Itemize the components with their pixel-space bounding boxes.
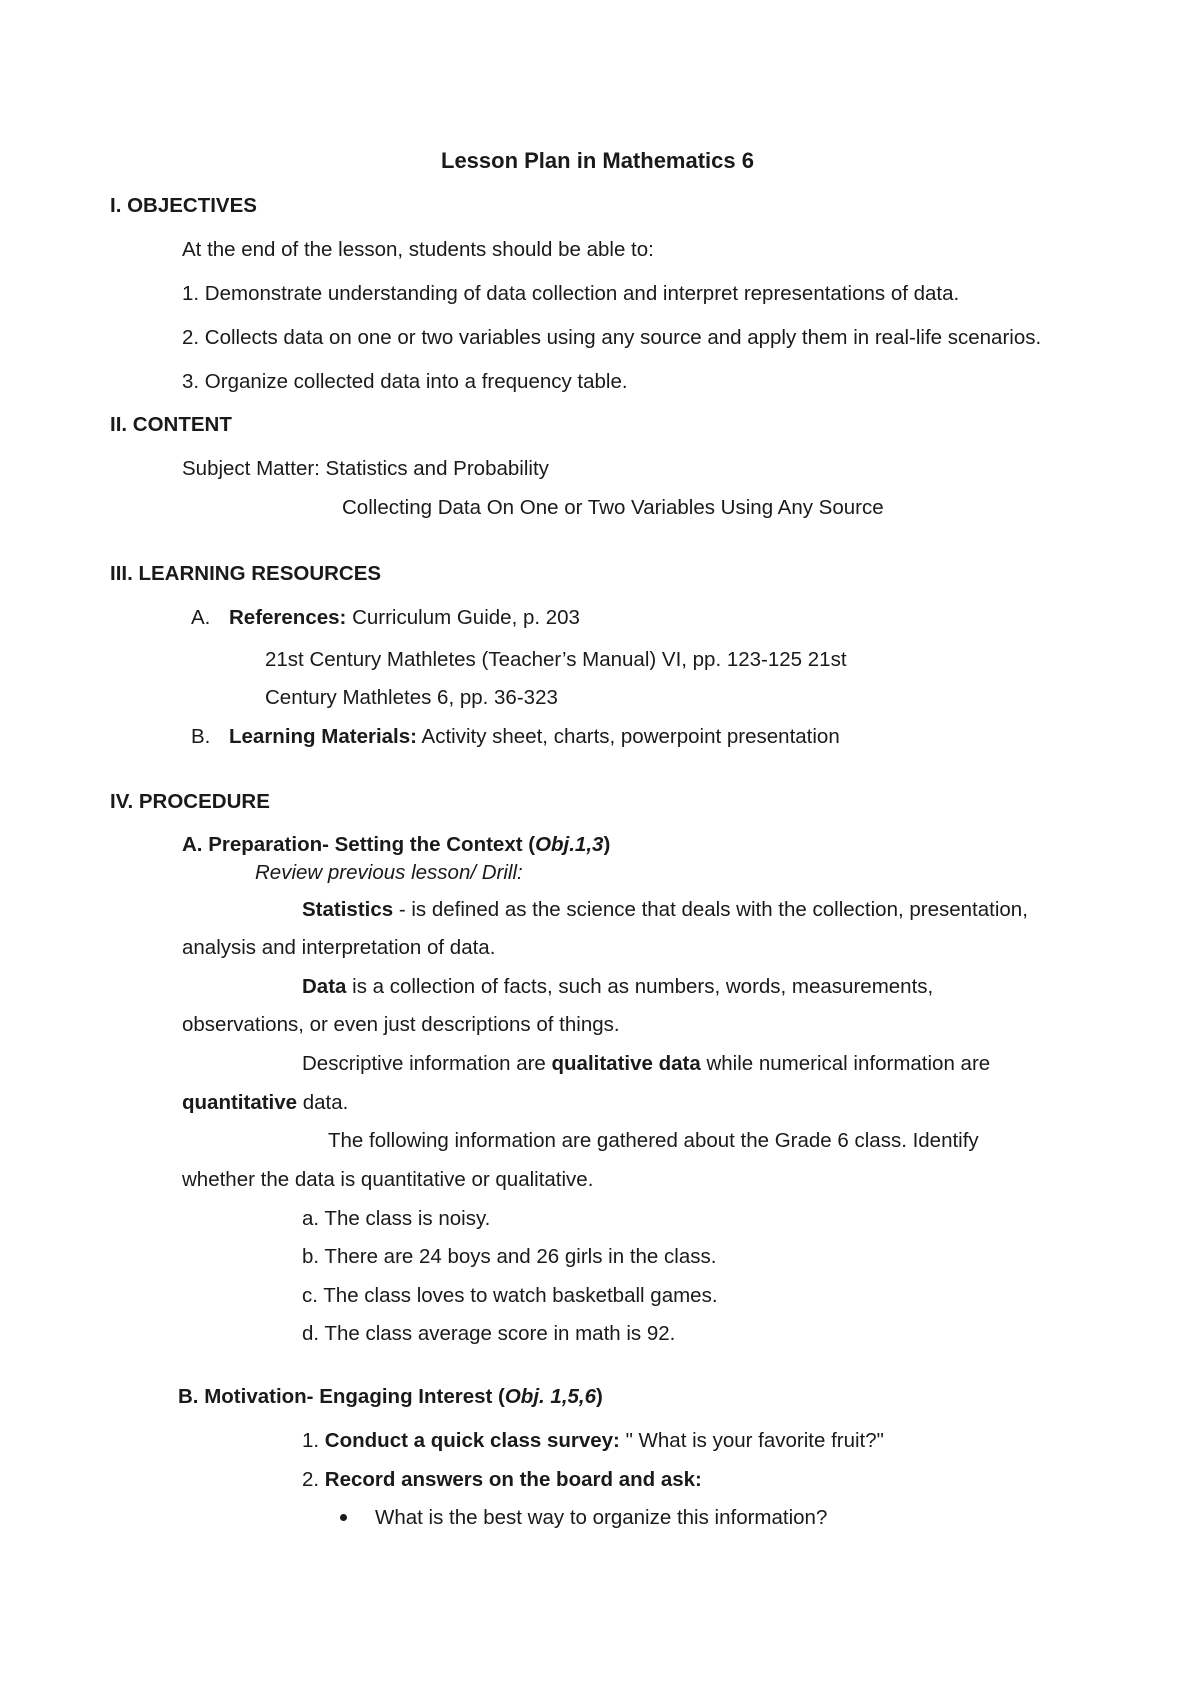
review-label: Review previous lesson/ Drill: [255, 861, 523, 884]
drill-item: c. The class loves to watch basketball games. [302, 1284, 718, 1307]
drill-item: a. The class is noisy. [302, 1207, 491, 1230]
references-label: References: [229, 606, 347, 629]
references-line-3: Century Mathletes 6, pp. 36-323 [265, 686, 558, 709]
motivation-step-1: 1. Conduct a quick class survey: " What is your favorite fruit?" [302, 1429, 884, 1452]
objective-item: 3. Organize collected data into a frequency table. [182, 370, 628, 393]
page-title: Lesson Plan in Mathematics 6 [441, 148, 754, 173]
drill-item: d. The class average score in math is 92. [302, 1322, 676, 1345]
objective-item: 2. Collects data on one or two variables using any source and apply them in real-life scenarios. [182, 326, 1042, 349]
procedure-heading: IV. PROCEDURE [110, 790, 270, 813]
materials-text: Activity sheet, charts, powerpoint presentation [416, 725, 840, 748]
resource-a-marker: A. [191, 606, 211, 629]
objectives-intro: At the end of the lesson, students should be able to: [182, 238, 654, 261]
references-text: Curriculum Guide, p. 203 [346, 606, 580, 629]
motivation-step-2: 2. Record answers on the board and ask: [302, 1468, 702, 1491]
resources-heading: III. LEARNING RESOURCES [110, 562, 382, 585]
quantitative-sentence: quantitative data. [182, 1091, 349, 1114]
motivation-bullet: What is the best way to organize this information? [375, 1506, 828, 1529]
following-info-cont: whether the data is quantitative or qualitative. [182, 1168, 594, 1191]
references-line-2: 21st Century Mathletes (Teacher’s Manual) VI, pp. 123-125 21st [265, 648, 847, 671]
resource-references [229, 608, 580, 629]
statistics-definition: Statistics - is defined as the science that deals with the collection, presentation, [302, 898, 1028, 921]
subject-matter: Subject Matter: Statistics and Probability [182, 457, 549, 480]
following-info: The following information are gathered about the Grade 6 class. Identify [328, 1129, 979, 1152]
content-heading: II. CONTENT [110, 413, 232, 436]
content-topic: Collecting Data On One or Two Variables Using Any Source [342, 496, 884, 519]
materials-label: Learning Materials: [229, 725, 417, 748]
data-definition-cont: observations, or even just descriptions of things. [182, 1013, 620, 1036]
resource-materials [229, 727, 840, 748]
objective-item: 1. Demonstrate understanding of data collection and interpret representations of data. [182, 282, 960, 305]
drill-item: b. There are 24 boys and 26 girls in the class. [302, 1245, 717, 1268]
objectives-heading: I. OBJECTIVES [110, 194, 257, 217]
bullet-icon [340, 1514, 347, 1521]
motivation-heading: B. Motivation- Engaging Interest (Obj. 1,5,6) [178, 1385, 603, 1408]
preparation-heading: A. Preparation- Setting the Context (Obj.1,3) [182, 833, 611, 856]
resource-b-marker: B. [191, 725, 211, 748]
statistics-definition-cont: analysis and interpretation of data. [182, 936, 496, 959]
qualitative-sentence: Descriptive information are qualitative data while numerical information are [302, 1052, 991, 1075]
data-definition: Data is a collection of facts, such as numbers, words, measurements, [302, 975, 934, 998]
